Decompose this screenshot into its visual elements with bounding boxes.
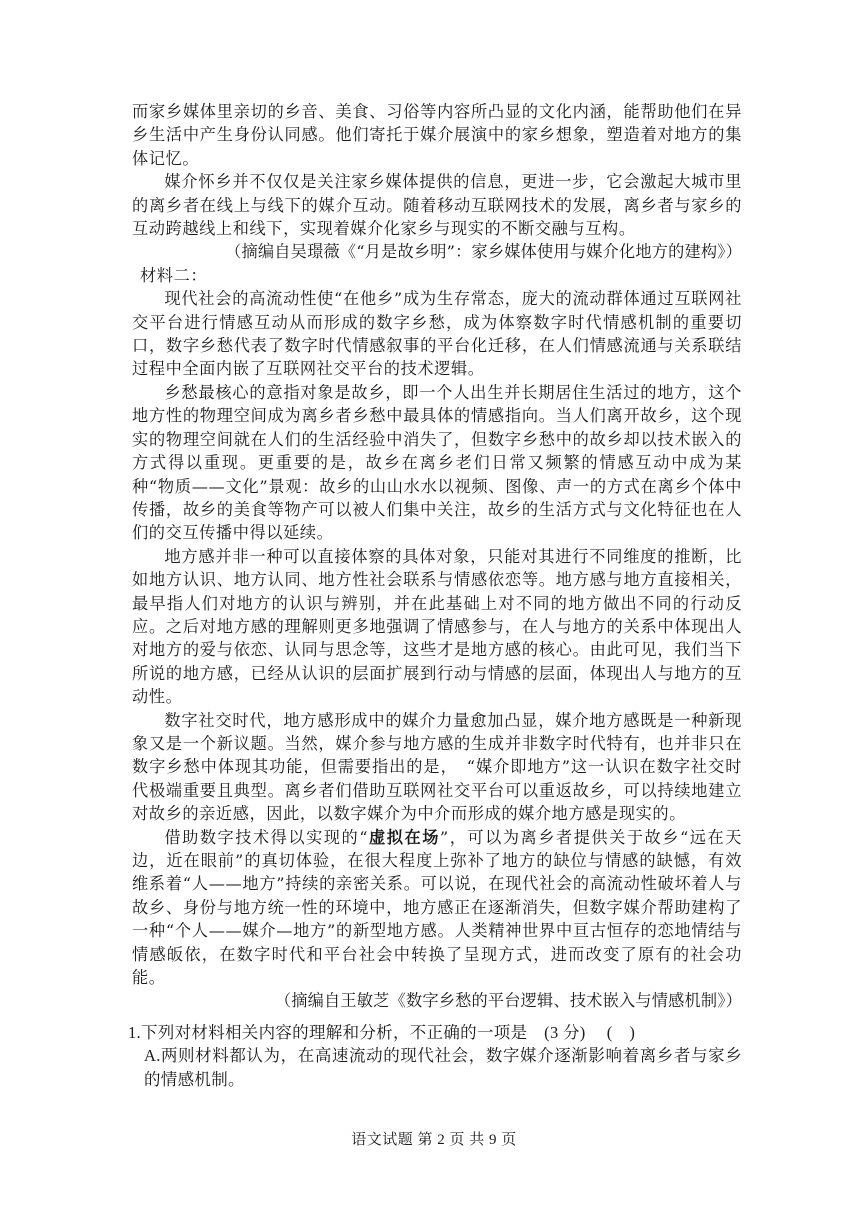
emphasis-virtual-presence: 虚拟在场: [368, 827, 440, 847]
material2-paragraph-3: 地方感并非一种可以直接体察的具体对象，只能对其进行不同维度的推断，比如地方认识、地方认同、地方性社会联系与情感依恋等。地方感与地方直接相关，最早指人们对地方的认识与辨别，并在此基础上对不同的地方做出不同的行动反应。之后对地方感的理解则更多地强调了情感参与，在人与地方的关系中体现出人对地方的爱与依恋、认同与思念等，这些才是地方感的核心。由此可见，我们当下所说的地方感，已经从认识的层面扩展到行动与情感的层面，体现出人与地方的互动性。: [132, 546, 742, 707]
material1-paragraph-2: 媒介怀乡并不仅仅是关注家乡媒体提供的信息，更进一步，它会激起大城市里的离乡者在线上与线下的媒介互动。随着移动互联网技术的发展，离乡者与家乡的互动跨越线上和线下，实现着媒介化家乡与现实的不断交融与互构。: [132, 172, 742, 239]
material1-paragraph-1: 而家乡媒体里亲切的乡音、美食、习俗等内容所凸显的文化内涵，能帮助他们在异乡生活中产生身份认同感。他们寄托于媒介展演中的家乡想象，塑造着对地方的集体记忆。: [132, 102, 742, 168]
paragraph-5-rest: ”，可以为离乡者提供关于故乡“远在天边，近在眼前”的真切体验，在很大程度上弥补了地方的缺位与情感的缺憾，有效维系着“人——地方”持续的亲密关系。可以说，在现代社会的高流动性破坏着人与故乡、身份与地方统一性的环境中，地方感正在逐渐消失，但数字媒介帮助建构了一种“个人——媒介—地方”的新型地方感。人类精神世界中亘古恒存的恋地情结与情感皈依，在数字时代和平台社会中转换了呈现方式，进而改变了原有的社会功能。: [132, 827, 742, 988]
material2-citation: （摘编自王敏芝《数字乡愁的平台逻辑、技术嵌入与情感机制》）: [274, 991, 742, 1011]
material2-paragraph-4: 数字社交时代，地方感形成中的媒介力量愈加凸显，媒介地方感既是一种新现象又是一个新议题。当然，媒介参与地方感的生成并非数字时代特有，也并非只在数字乡愁中体现其功能，但需要指出的是， “媒介即地方”这一认识在数字社交时代极端重要且典型。离乡者们借助互联网社交平台可以重返故乡，可以持续地建立对故乡的亲近感，因此，以数字媒介为中介而形成的媒介地方感是现实的。: [132, 710, 742, 824]
question-1-stem: 1.下列对材料相关内容的理解和分析，不正确的一项是 (3 分) ( ): [128, 1022, 636, 1042]
material2-paragraph-5: [132, 826, 742, 990]
paragraph-5-lead: 借助数字技术得以实现的“: [164, 827, 369, 847]
material2-paragraph-2: 乡愁最核心的意指对象是故乡，即一个人出生并长期居住生活过的地方，这个地方性的物理空间成为离乡者乡愁中最具体的情感指向。当人们离开故乡，这个现实的物理空间就在人们的生活经验中消失了，但数字乡愁中的故乡却以技术嵌入的方式得以重现。更重要的是，故乡在离乡老们日常又频繁的情感互动中成为某种“物质——文化”景观：故乡的山山水水以视频、图像、声一的方式在离乡个体中传播，故乡的美食等物产可以被人们集中关注，故乡的生活方式与文化特征也在人们的交互传播中得以延续。: [132, 382, 742, 543]
material2-label: 材料二：: [140, 265, 208, 285]
material2-paragraph-1: 现代社会的高流动性使“在他乡”成为生存常态，庞大的流动群体通过互联网社交平台进行情感互动从而形成的数字乡愁，成为体察数字时代情感机制的重要切口，数字乡愁代表了数字时代情感叙事的平台化迁移，在人们情感流通与关系联结过程中全面内嵌了互联网社交平台的技术逻辑。: [132, 289, 742, 379]
page-footer: 语文试题 第 2 页 共 9 页: [351, 1132, 517, 1148]
page-content: [128, 100, 742, 1091]
question-1-option-a: A.两则材料都认为，在高速流动的现代社会，数字媒介逐渐影响着离乡者与家乡的情感机制。: [144, 1046, 742, 1089]
material1-citation: （摘编自吴璟薇《“月是故乡明”：家乡媒体使用与媒介化地方的建构》）: [225, 242, 742, 262]
